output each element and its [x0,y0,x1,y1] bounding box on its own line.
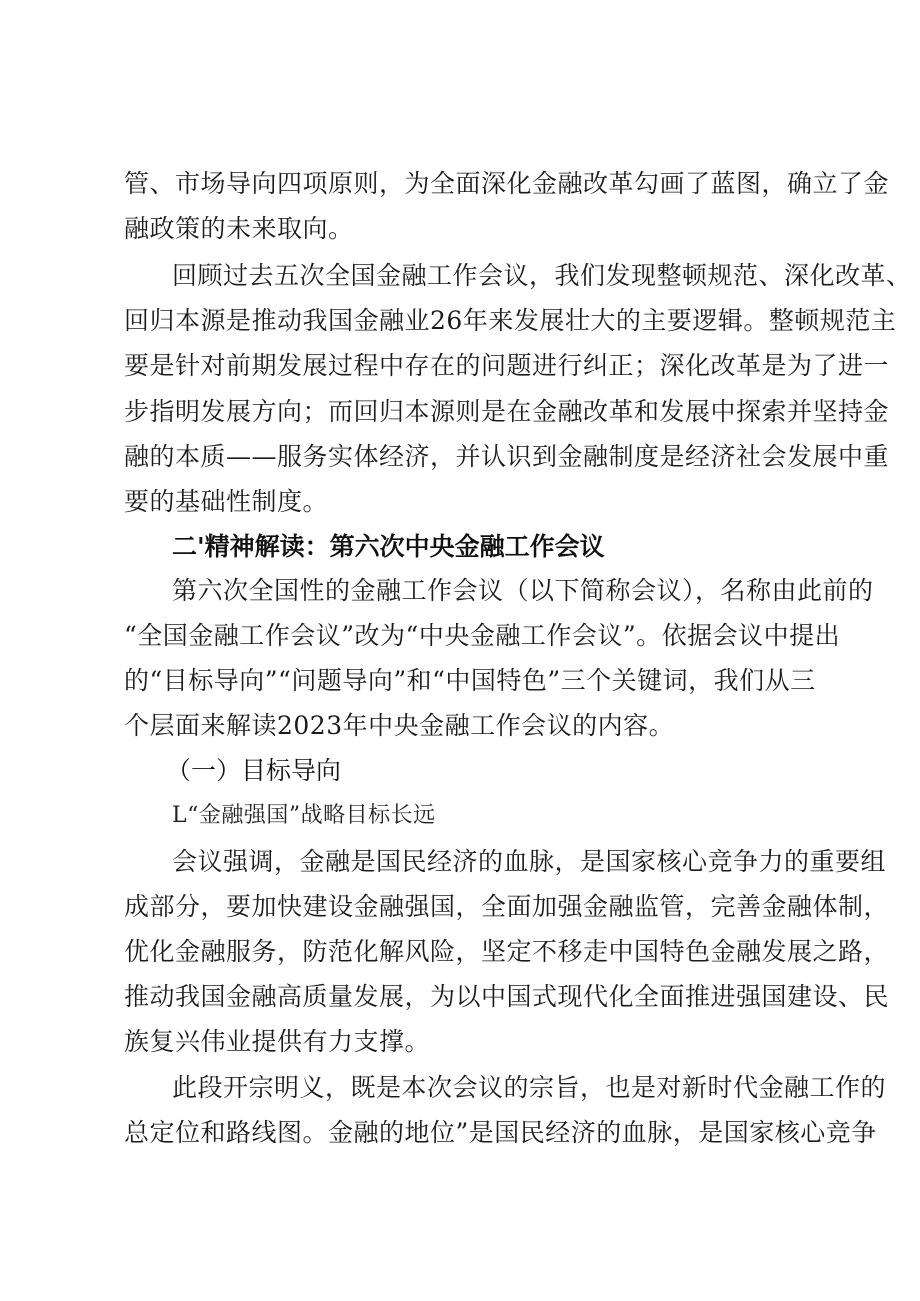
paragraph-4-line-5: 族复兴伟业提供有力支撑。 [124,1027,431,1056]
paragraph-4-line-2: 成部分，要加快建设金融强国，全面加强金融监管，完善金融体制， [124,892,890,921]
paragraph-2-line-3: 要是针对前期发展过程中存在的问题进行纠正；深化改革是为了进一 [124,351,890,380]
paragraph-2-line-1: 回顾过去五次全国金融工作会议，我们发现整顿规范、深化改革、 [172,261,912,290]
paragraph-3-line-3: 的“目标导向”“问题导向”和“中国特色”三个关键词，我们从三 [124,666,816,695]
paragraph-2-line-2: 回归本源是推动我国金融业26年来发展壮大的主要逻辑。整顿规范主 [124,306,897,335]
point-1-title: L“金融强国”战略目标长远 [172,803,436,828]
paragraph-5-line-1: 此段开宗明义，既是本次会议的宗旨，也是对新时代金融工作的 [172,1073,887,1102]
paragraph-2-line-5: 融的本质——服务实体经济，并认识到金融制度是经济社会发展中重 [124,442,890,471]
paragraph-1-line-1: 管、市场导向四项原则，为全面深化金融改革勾画了蓝图，确立了金 [124,169,890,198]
paragraph-4-line-3: 优化金融服务，防范化解风险，坚定不移走中国特色金融发展之路， [124,937,890,966]
subsection-1-heading: （一）目标导向 [166,756,342,785]
paragraph-1-line-2: 融政策的未来取向。 [124,214,354,243]
paragraph-4-line-4: 推动我国金融高质量发展，为以中国式现代化全面推进强国建设、民 [124,982,890,1011]
paragraph-5-line-2: 总定位和路线图。金融的地位”是国民经济的血脉，是国家核心竞争 [124,1118,877,1147]
section-2-heading: 二'精神解读：第六次中央金融工作会议 [172,532,605,561]
paragraph-2-line-6: 要的基础性制度。 [124,487,329,516]
paragraph-3-line-2: “全国金融工作会议”改为“中央金融工作会议”。依据会议中提出 [124,621,841,650]
paragraph-4-line-1: 会议强调，金融是国民经济的血脉，是国家核心竞争力的重要组 [172,847,887,876]
paragraph-2-line-4: 步指明发展方向；而回归本源则是在金融改革和发展中探索并坚持金 [124,397,890,426]
paragraph-3-line-4: 个层面来解读2023年中央金融工作会议的内容。 [124,711,675,740]
paragraph-3-line-1: 第六次全国性的金融工作会议（以下简称会议），名称由此前的 [172,576,874,605]
